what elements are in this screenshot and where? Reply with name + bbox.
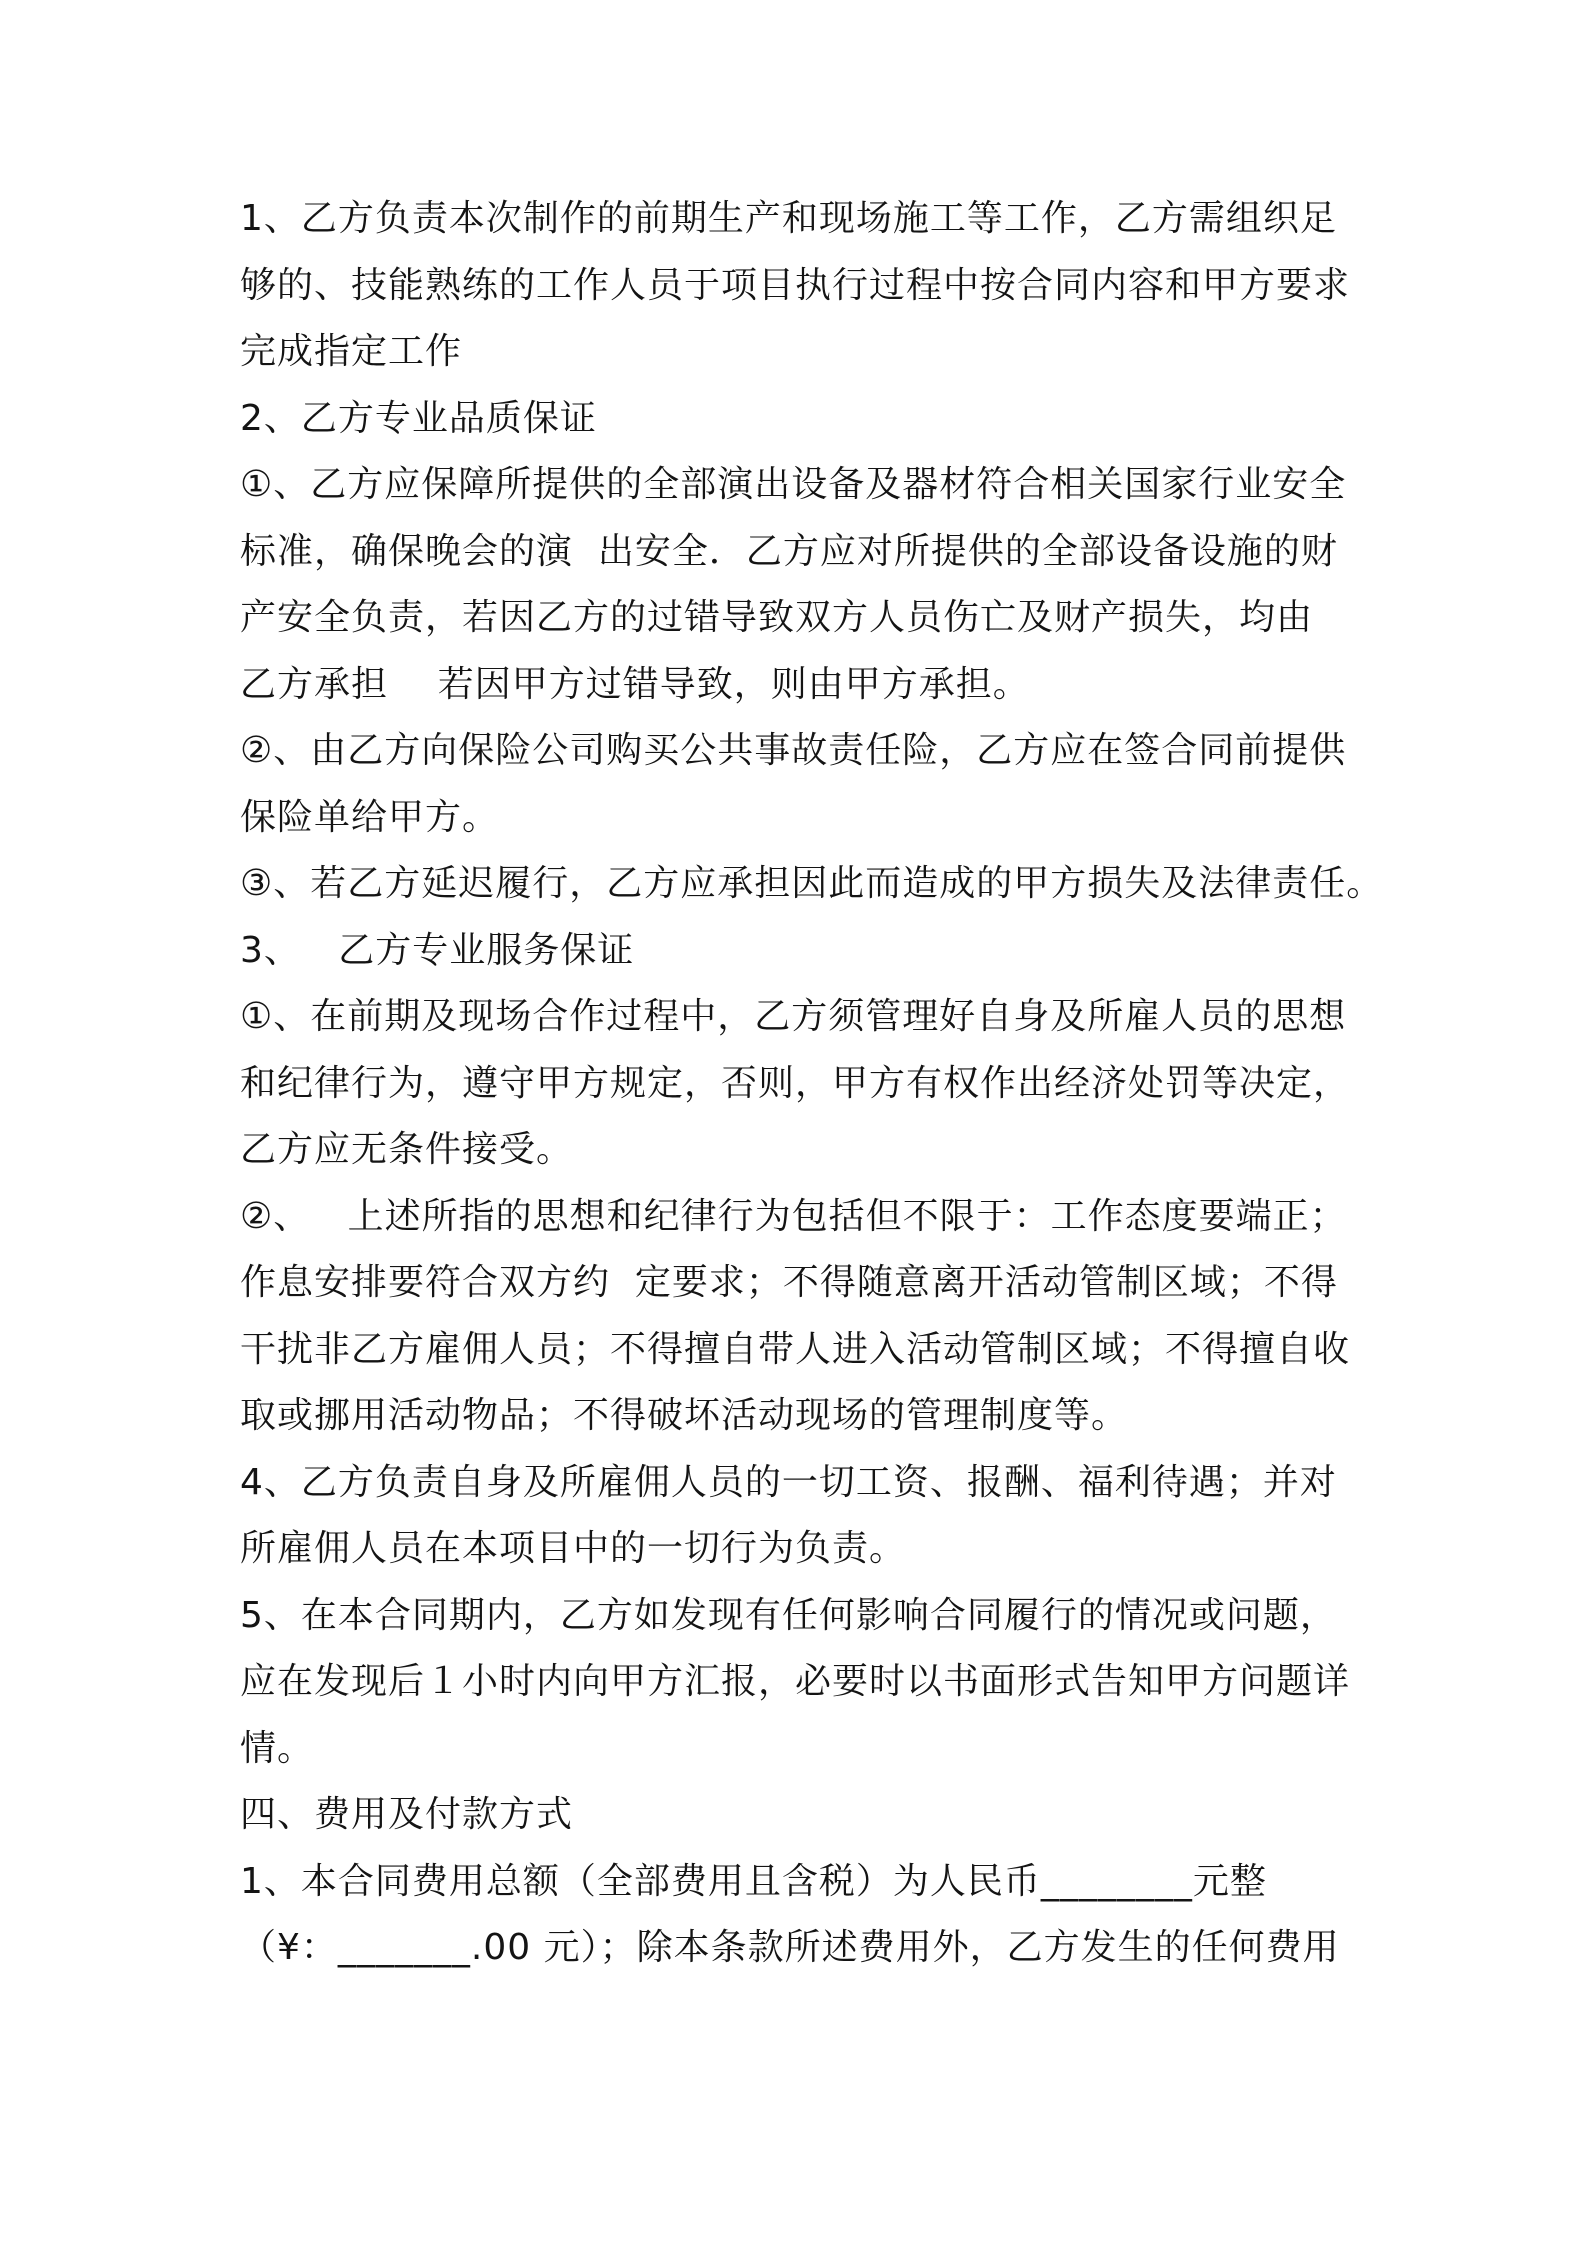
contract-text-body — [240, 186, 1384, 1982]
text-line: （¥：_______.00 元）；除本条款所述费用外，乙方发生的任何费用 — [240, 1927, 1340, 1968]
text-line: 乙方承担 若因甲方过错导致，则由甲方承担。 — [240, 663, 1030, 705]
text-line: ③、若乙方延迟履行，乙方应承担因此而造成的甲方损失及法律责任。 — [240, 863, 1384, 904]
text-line: 保险单给甲方。 — [240, 796, 500, 838]
text-line: 作息安排要符合双方约 定要求；不得随意离开活动管制区域；不得 — [240, 1262, 1338, 1303]
section-heading: 四、费用及付款方式 — [240, 1794, 574, 1835]
text-line: ②、由乙方向保险公司购买公共事故责任险，乙方应在签合同前提供 — [240, 730, 1347, 771]
text-line: 完成指定工作 — [240, 331, 463, 372]
text-line: ②、 上述所指的思想和纪律行为包括但不限于：工作态度要端正； — [240, 1195, 1347, 1237]
text-line: 和纪律行为，遵守甲方规定，否则，甲方有权作出经济处罚等决定， — [240, 1062, 1351, 1104]
text-line: 所雇佣人员在本项目中的一切行为负责。 — [240, 1528, 907, 1569]
section-heading: 3、 乙方专业服务保证 — [240, 929, 635, 971]
text-line: 取或挪用活动物品；不得破坏活动现场的管理制度等。 — [240, 1395, 1129, 1436]
text-line: 情。 — [240, 1727, 315, 1769]
text-line: ①、在前期及现场合作过程中，乙方须管理好自身及所雇人员的思想 — [240, 996, 1347, 1037]
text-line: 产安全负责，若因乙方的过错导致双方人员伤亡及财产损失，均由 — [240, 597, 1314, 638]
text-line: 够的、技能熟练的工作人员于项目执行过程中按合同内容和甲方要求 — [240, 264, 1351, 306]
text-line: 5、在本合同期内，乙方如发现有任何影响合同履行的情况或问题， — [240, 1594, 1337, 1636]
section-heading: 2、乙方专业品质保证 — [240, 397, 597, 439]
text-line: 应在发现后１小时内向甲方汇报，必要时以书面形式告知甲方问题详 — [240, 1661, 1351, 1702]
text-line: 4、乙方负责自身及所雇佣人员的一切工资、报酬、福利待遇；并对 — [240, 1461, 1337, 1503]
text-line: 1、乙方负责本次制作的前期生产和现场施工等工作，乙方需组织足 — [240, 198, 1337, 239]
text-line: 1、本合同费用总额（全部费用且含税）为人民币________元整 — [240, 1860, 1267, 1902]
text-line: 乙方应无条件接受。 — [240, 1129, 574, 1170]
text-line: ①、乙方应保障所提供的全部演出设备及器材符合相关国家行业安全 — [240, 464, 1347, 505]
text-line: 标准，确保晚会的演 出安全．乙方应对所提供的全部设备设施的财 — [240, 530, 1338, 572]
text-line: 干扰非乙方雇佣人员；不得擅自带人进入活动管制区域；不得擅自收 — [240, 1328, 1351, 1370]
